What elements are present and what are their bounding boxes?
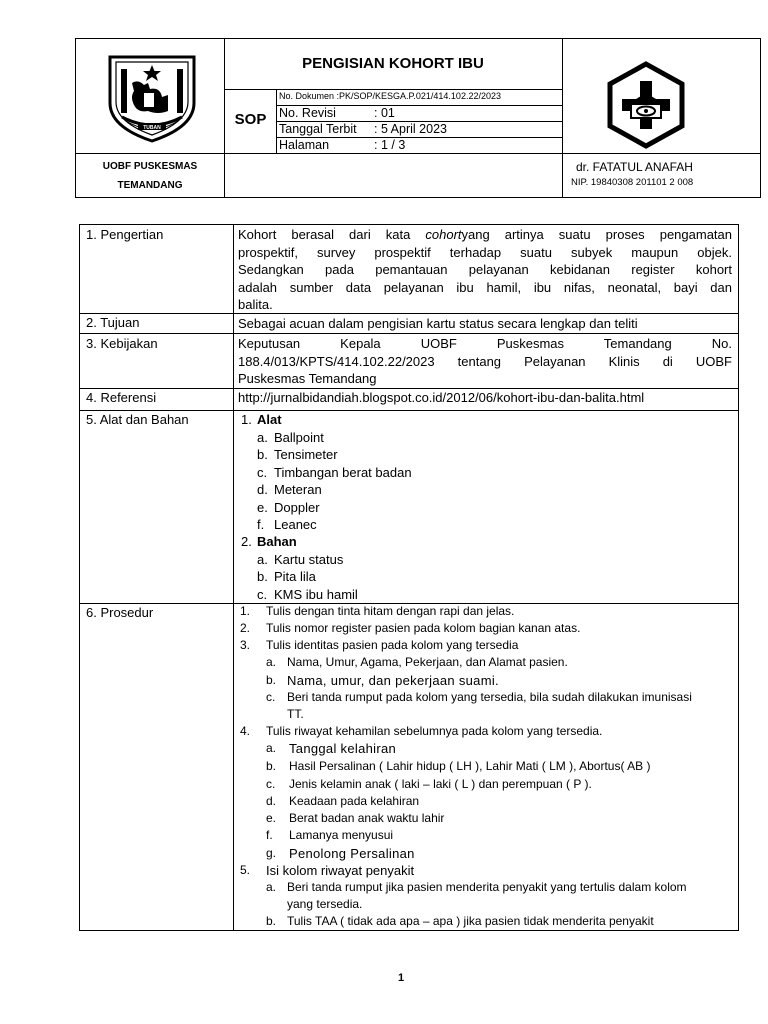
pengertian-text: Kohort berasal dari kata cohortyang artinya suatu proses pengamatan prospektif, survey prospektif terhadap suatu subyek maupun objek. Sedangkan pada pemantauan pelayanan kebidanan register kohort adalah sumber data pelayanan ibu hamil, ibu nifas, neonatal, bayi dan balita. [238,227,732,312]
prosedur-label: 6. Prosedur [86,605,154,620]
prosedur-sub-item-marker: b. [266,759,277,773]
prosedur-sub-item-marker: d. [266,794,277,808]
document-number: No. Dokumen :PK/SOP/KESGA.P.021/414.102.22/2023 [279,91,501,101]
sop-label: SOP [234,111,267,128]
referensi-label: 4. Referensi [86,390,157,405]
prosedur-sub-item-text: Jenis kelamin anak ( laki – laki ( L ) dan perempuan ( P ). [289,777,592,791]
tujuan-text: Sebagai acuan dalam pengisian kartu status secara lengkap dan teliti [238,316,638,331]
issue-date-value: : 5 April 2023 [374,122,447,136]
prosedur-step-marker: 5. [240,863,251,877]
organization-line-1: UOBF PUSKESMAS [102,161,198,172]
prosedur-sub-item-text: Beri tanda rumput jika pasien menderita penyakit yang tertulis dalam kolom [287,880,687,894]
revision-value: : 01 [374,106,395,120]
organization-name [76,157,224,195]
kebijakan-text: Keputusan Kepala UOBF Puskesmas Temandang No. 188.4/013/KPTS/414.102.22/2023 tentang Pelayanan Klinis di UOBF Puskesmas Temandang [238,336,732,386]
alat-item-marker: a. [257,429,268,445]
alat-bahan-label: 5. Alat dan Bahan [86,412,189,427]
alat-item-text: Tensimeter [274,447,338,462]
organization-line-2: TEMANDANG [117,180,183,191]
tuban-emblem-logo [104,53,200,145]
prosedur-step-text: Tulis riwayat kehamilan sebelumnya pada kolom yang tersedia. [266,724,603,738]
alat-item-marker: f. [257,517,265,532]
pengertian-label: 1. Pengertian [86,227,164,242]
prosedur-step-marker: 3. [240,638,251,652]
alat-item-marker: e. [257,499,268,515]
bahan-item-marker: c. [257,586,268,602]
alat-item-text: Timbangan berat badan [274,464,412,480]
prosedur-step-marker: 1. [240,604,251,618]
prosedur-sub-item-text: Keadaan pada kelahiran [289,794,420,808]
alat-item-marker: b. [257,447,268,462]
prosedur-sub-item-marker: c. [266,690,276,704]
prosedur-step-text: Isi kolom riwayat penyakit [266,863,415,878]
prosedur-sub-item-marker: e. [266,811,277,825]
kebijakan-label: 3. Kebijakan [86,336,158,351]
prosedur-sub-item-marker: a. [266,655,277,669]
prosedur-sub-item-text: Hasil Persalinan ( Lahir hidup ( LH ), Lahir Mati ( LM ), Abortus( AB ) [289,759,651,773]
prosedur-step-text: Tulis dengan tinta hitam dengan rapi dan jelas. [266,604,515,618]
bahan-item-marker: b. [257,569,268,584]
referensi-link[interactable]: http://jurnalbidandiah.blogspot.co.id/2012/06/kohort-ibu-dan-balita.html [238,390,645,405]
prosedur-step-marker: 2. [240,621,251,635]
logo-caption: TUBAN [143,125,161,131]
pengertian-italic-word: cohort [425,227,462,242]
bahan-item-text: KMS ibu hamil [274,586,358,602]
prosedur-sub-item-marker: b. [266,673,277,687]
prosedur-sub-item-text: Berat badan anak waktu lahir [289,811,445,825]
prosedur-sub-item-marker: a. [266,880,277,894]
prosedur-sub-item-text: Nama, Umur, Agama, Pekerjaan, dan Alamat pasien. [287,655,568,669]
prosedur-sub-item-marker: b. [266,914,277,928]
signer-name: dr. FATATUL ANAFAH [576,160,693,174]
prosedur-sub-item-text: Penolong Persalinan [289,846,415,861]
alat-number: 1. [241,412,252,427]
prosedur-sub-item-continuation: TT. [287,707,304,721]
prosedur-sub-item-marker: c. [266,777,276,791]
prosedur-sub-item-marker: f. [266,828,273,842]
alat-item-text: Ballpoint [274,429,324,445]
sop-title: PENGISIAN KOHORT IBU [302,55,484,72]
prosedur-sub-item-text: Tulis TAA ( tidak ada apa – apa ) jika pasien tidak menderita penyakit [287,914,654,928]
bahan-item-text: Kartu status [274,551,344,567]
prosedur-sub-item-continuation: yang tersedia. [287,897,363,911]
bahan-item-text: Pita lila [274,569,316,584]
bahan-heading: Bahan [257,534,297,549]
sop-content-table [79,224,739,931]
page-label: Halaman [279,138,330,152]
alat-heading: Alat [257,412,282,427]
prosedur-sub-item-text: Nama, umur, dan pekerjaan suami. [287,673,499,688]
revision-label: No. Revisi [279,106,336,120]
prosedur-sub-item-marker: g. [266,846,277,860]
tujuan-label: 2. Tujuan [86,315,140,330]
alat-item-text: Doppler [274,499,320,515]
bahan-number: 2. [241,534,252,549]
page-number: 1 [397,972,405,984]
alat-item-marker: d. [257,482,268,497]
signer-nip: NIP. 19840308 201101 2 008 [571,177,694,188]
puskesmas-logo [602,61,690,149]
sop-header [75,38,761,198]
prosedur-step-marker: 4. [240,724,251,738]
prosedur-sub-item-text: Beri tanda rumput pada kolom yang tersedia, bila sudah dilakukan imunisasi [287,690,692,704]
page-value: : 1 / 3 [374,138,406,152]
prosedur-sub-item-marker: a. [266,741,277,755]
prosedur-step-text: Tulis identitas pasien pada kolom yang tersedia [266,638,519,652]
alat-item-text: Leanec [274,517,317,532]
prosedur-step-text: Tulis nomor register pasien pada kolom bagian kanan atas. [266,621,581,635]
bahan-item-marker: a. [257,551,268,567]
alat-item-marker: c. [257,464,268,480]
alat-item-text: Meteran [274,482,322,497]
prosedur-sub-item-text: Lamanya menyusui [289,828,394,842]
issue-date-label: Tanggal Terbit [279,122,357,136]
prosedur-sub-item-text: Tanggal kelahiran [289,741,397,756]
